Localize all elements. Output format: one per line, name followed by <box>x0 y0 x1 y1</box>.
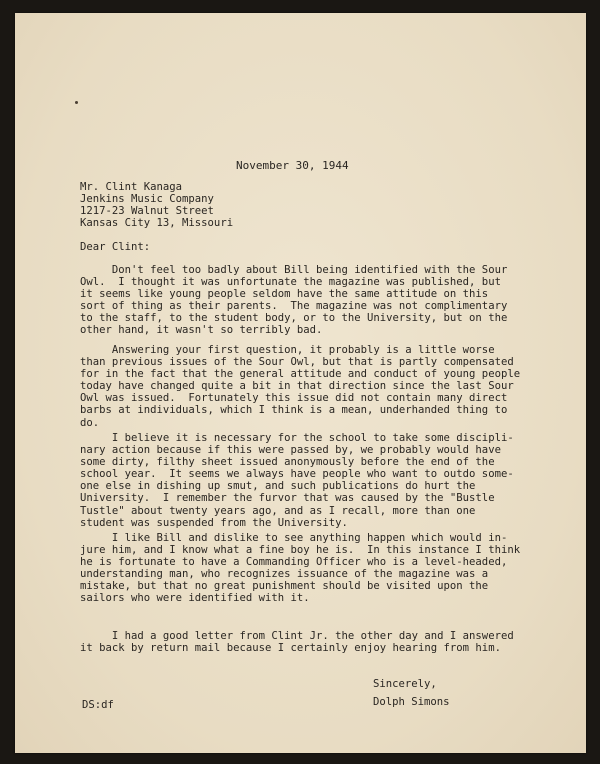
recipient-name: Mr. Clint Kanaga <box>80 181 183 193</box>
text-line: it seems like young people seldom have the same attitude on this <box>80 288 489 301</box>
text-line: for in the fact that the general attitude and conduct of young people <box>80 368 521 381</box>
text-line: Owl. I thought it was unfortunate the magazine was published, but <box>80 276 501 289</box>
paragraph-3 <box>80 432 514 529</box>
text-line: I believe it is necessary for the school to take some discipli- <box>80 432 514 444</box>
text-line: University. I remember the furvor that was caused by the "Bustle <box>80 492 495 505</box>
text-line: he is fortunate to have a Commanding Officer who is a level-headed, <box>80 556 508 569</box>
text-line: jure him, and I know what a fine boy he is. In this instance I think <box>80 544 521 557</box>
text-line: Tustle" about twenty years ago, and as I recall, more than one <box>80 504 476 517</box>
paragraph-2 <box>80 344 520 429</box>
text-line: understanding man, who recognizes issuance of the magazine was a <box>80 568 489 581</box>
recipient-city: Kansas City 13, Missouri <box>80 217 234 230</box>
text-line: one else in dishing up smut, and such publications do hurt the <box>80 480 476 493</box>
closing: Sincerely, <box>373 678 437 690</box>
text-line: sort of thing as their parents. The magazine was not complimentary <box>80 300 508 313</box>
salutation: Dear Clint: <box>80 241 151 253</box>
recipient-street: 1217-23 Walnut Street <box>80 205 214 218</box>
letter-date: November 30, 1944 <box>236 159 349 172</box>
text-line: Answering your first question, it probably is a little worse <box>80 344 495 356</box>
text-line: sailors who were identified with it. <box>80 592 310 605</box>
text-line: school year. It seems we always have people who want to outdo some- <box>80 468 514 481</box>
text-line: some dirty, filthy sheet issued anonymously before the end of the <box>80 456 495 469</box>
paragraph-5 <box>80 630 514 654</box>
paragraph-1 <box>80 264 507 337</box>
signer-name: Dolph Simons <box>373 696 450 708</box>
text-line: nary action because if this were passed by, we probably would have <box>80 444 501 457</box>
paper-mark <box>75 101 78 104</box>
text-line: to the staff, to the student body, or to the University, but on the <box>80 312 508 325</box>
text-line: I like Bill and dislike to see anything happen which would in- <box>80 532 508 544</box>
text-line: do. <box>80 416 100 429</box>
text-line: Owl was issued. Fortunately this issue did not contain many direct <box>80 392 508 405</box>
text-line: I had a good letter from Clint Jr. the other day and I answered <box>80 630 514 642</box>
text-line: today have changed quite a bit in that direction since the last Sour <box>80 380 514 393</box>
typist-initials: DS:df <box>82 699 114 711</box>
text-line: student was suspended from the University. <box>80 516 348 529</box>
recipient-company: Jenkins Music Company <box>80 193 214 206</box>
text-line: it back by return mail because I certainly enjoy hearing from him. <box>80 642 501 655</box>
text-line: other hand, it wasn't so terribly bad. <box>80 324 323 337</box>
paragraph-4 <box>80 532 520 605</box>
text-line: mistake, but that no great punishment should be visited upon the <box>80 580 489 593</box>
text-line: barbs at individuals, which I think is a mean, underhanded thing to <box>80 404 508 417</box>
text-line: than previous issues of the Sour Owl, but that is partly compensated <box>80 356 514 369</box>
recipient-address <box>80 181 233 229</box>
text-line: Don't feel too badly about Bill being identified with the Sour <box>80 264 508 276</box>
